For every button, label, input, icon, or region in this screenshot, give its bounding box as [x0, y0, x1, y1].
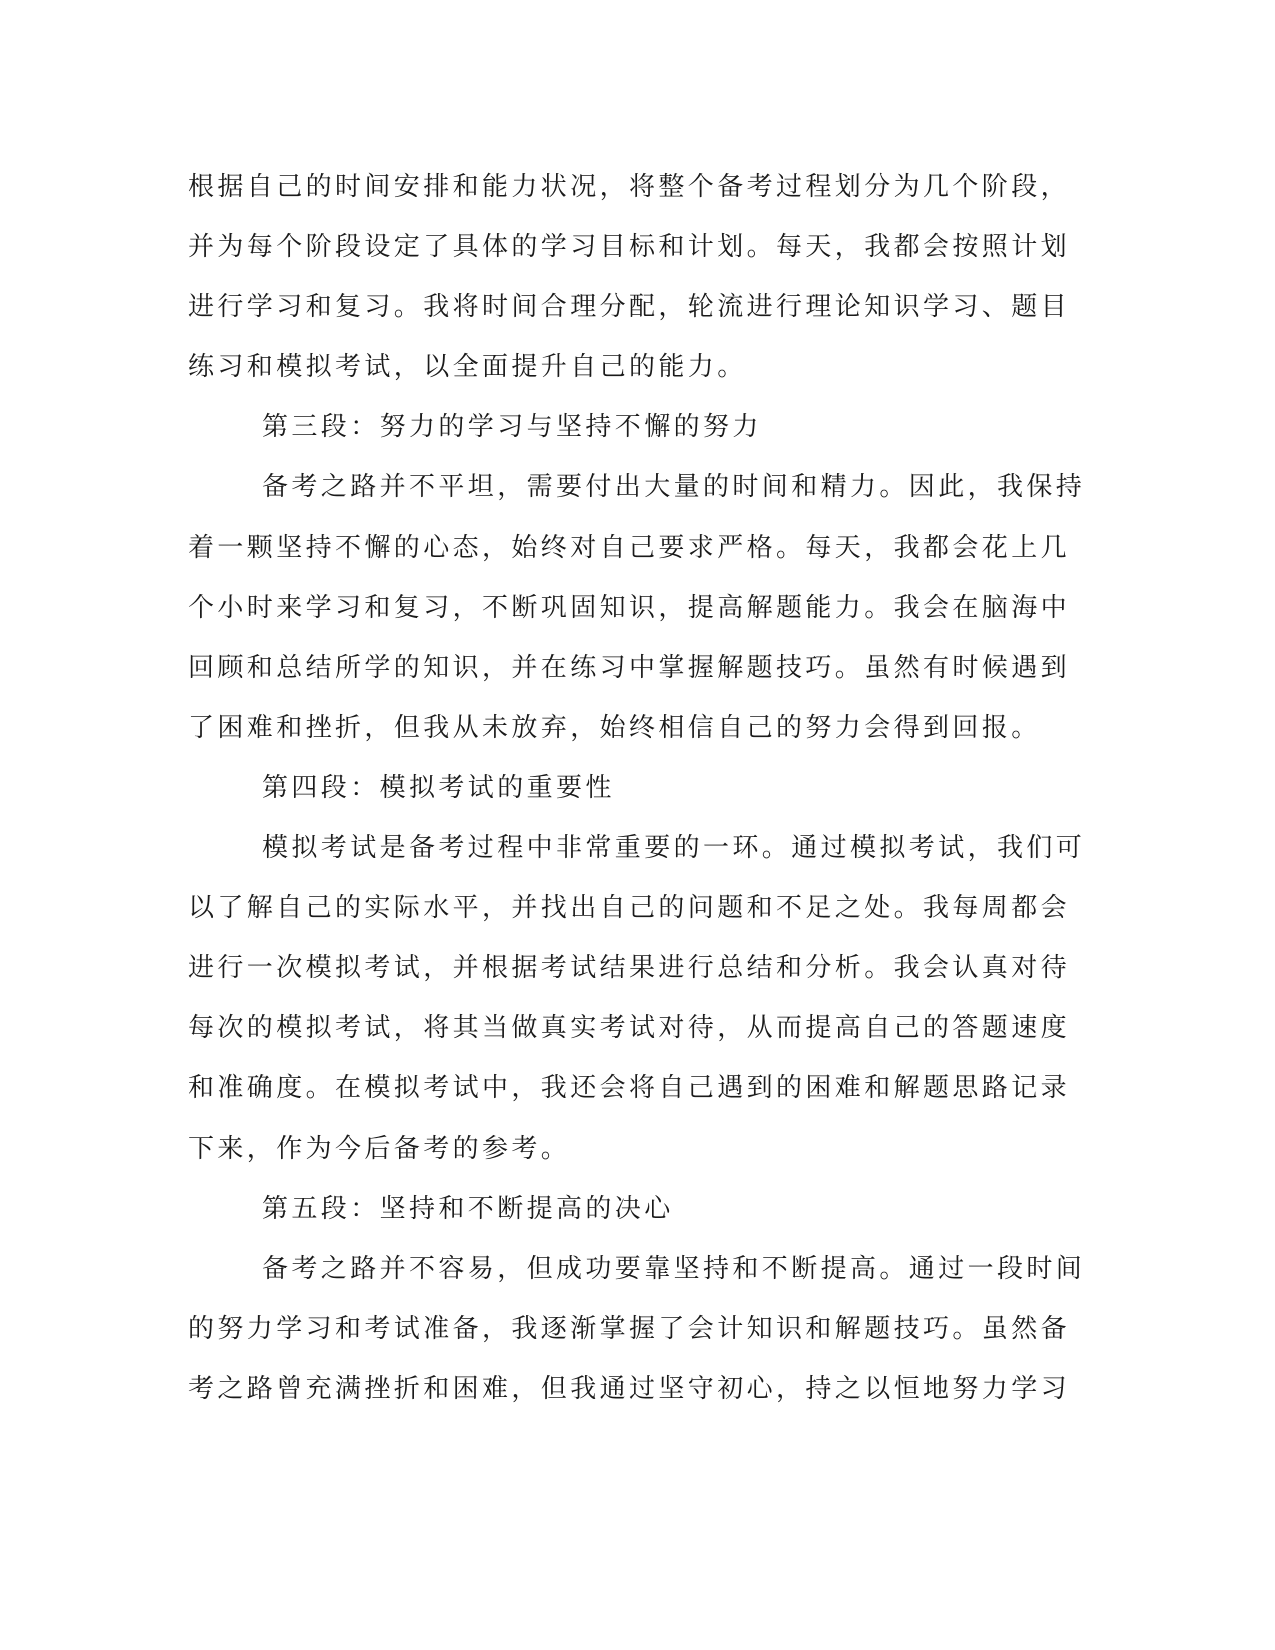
paragraph-line: 的努力学习和考试准备，我逐渐掌握了会计知识和解题技巧。虽然备 [188, 1313, 1071, 1344]
paragraph-line: 回顾和总结所学的知识，并在练习中掌握解题技巧。虽然有时候遇到 [188, 652, 1071, 683]
section-heading: 第五段：坚持和不断提高的决心 [262, 1193, 674, 1224]
paragraph-line: 备考之路并不容易，但成功要靠坚持和不断提高。通过一段时间 [262, 1253, 1086, 1284]
paragraph-line: 进行一次模拟考试，并根据考试结果进行总结和分析。我会认真对待 [188, 953, 1071, 984]
paragraph-line: 个小时来学习和复习，不断巩固知识，提高解题能力。我会在脑海中 [188, 592, 1071, 623]
paragraph-line: 并为每个阶段设定了具体的学习目标和计划。每天，我都会按照计划 [188, 232, 1071, 263]
paragraph-line: 考之路曾充满挫折和困难，但我通过坚守初心，持之以恒地努力学习 [188, 1373, 1071, 1404]
paragraph-line: 每次的模拟考试，将其当做真实考试对待，从而提高自己的答题速度 [188, 1013, 1071, 1044]
paragraph-line: 着一颗坚持不懈的心态，始终对自己要求严格。每天，我都会花上几 [188, 532, 1071, 563]
section-heading: 第三段：努力的学习与坚持不懈的努力 [262, 412, 762, 443]
paragraph-line: 了困难和挫折，但我从未放弃，始终相信自己的努力会得到回报。 [188, 712, 1041, 743]
paragraph-line: 和准确度。在模拟考试中，我还会将自己遇到的困难和解题思路记录 [188, 1073, 1071, 1104]
paragraph-line: 以了解自己的实际水平，并找出自己的问题和不足之处。我每周都会 [188, 893, 1071, 924]
paragraph-line: 根据自己的时间安排和能力状况，将整个备考过程划分为几个阶段， [188, 172, 1071, 202]
paragraph-line: 练习和模拟考试，以全面提升自己的能力。 [188, 352, 747, 383]
paragraph-line: 下来，作为今后备考的参考。 [188, 1133, 571, 1164]
paragraph-line: 模拟考试是备考过程中非常重要的一环。通过模拟考试，我们可 [262, 833, 1086, 864]
document-body [188, 157, 1086, 1419]
paragraph-line: 进行学习和复习。我将时间合理分配，轮流进行理论知识学习、题目 [188, 292, 1071, 323]
section-heading: 第四段：模拟考试的重要性 [262, 772, 615, 803]
paragraph-line: 备考之路并不平坦，需要付出大量的时间和精力。因此，我保持 [262, 472, 1086, 503]
